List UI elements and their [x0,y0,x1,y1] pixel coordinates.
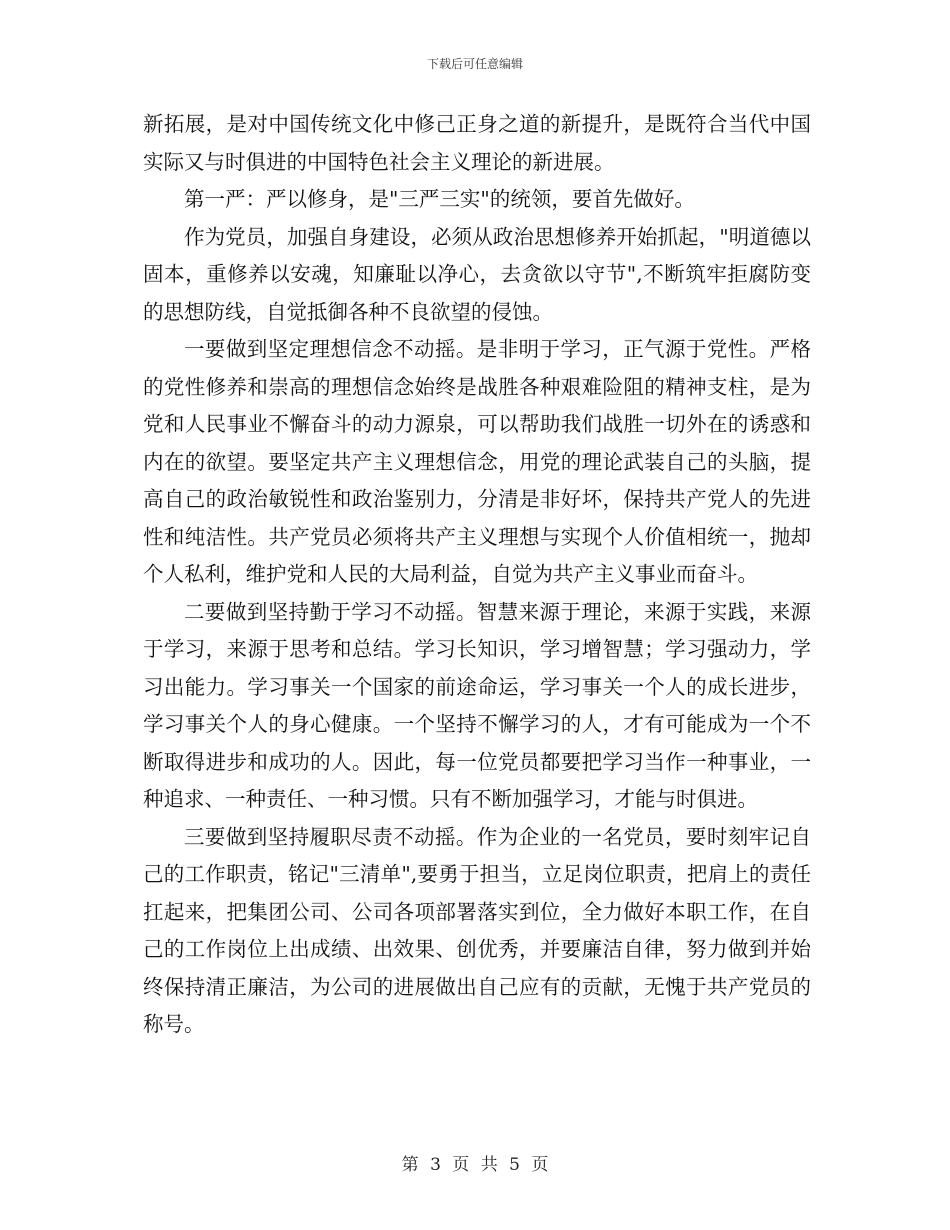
paragraph-point-one: 一要做到坚定理想信念不动摇。是非明于学习，正气源于党性。严格的党性修养和崇高的理想信念始终是战胜各种艰难险阻的精神支柱，是为党和人民事业不懈奋斗的动力源泉，可以帮助我们战胜一切外在的诱惑和内在的欲望。要坚定共产主义理想信念，用党的理论武装自己的头脑，提高自己的政治敏锐性和政治鉴别力，分清是非好坏，保持共产党人的先进性和纯洁性。共产党员必须将共产主义理想与实现个人价值相统一，抛却个人私利，维护党和人民的大局利益，自觉为共产主义事业而奋斗。 [143,337,811,586]
document-body [143,106,811,1044]
page-header: 下载后可任意编辑 [426,57,523,71]
paragraph-intro: 作为党员，加强自身建设，必须从政治思想修养开始抓起，"明道德以固本，重修养以安魂，知廉耻以净心，去贪欲以守节",不断筑牢拒腐防变的思想防线，自觉抵御各种不良欲望的侵蚀。 [143,224,811,324]
paragraph-continuation: 新拓展，是对中国传统文化中修己正身之道的新提升，是既符合当代中国实际又与时俱进的中国特色社会主义理论的新进展。 [143,112,811,174]
page-footer: 第 3 页 共 5 页 [401,1155,549,1175]
paragraph-point-two: 二要做到坚持勤于学习不动摇。智慧来源于理论，来源于实践，来源于学习，来源于思考和总结。学习长知识，学习增智慧；学习强动力，学习出能力。学习事关一个国家的前途命运，学习事关一个人的成长进步，学习事关个人的身心健康。一个坚持不懈学习的人，才有可能成为一个不断取得进步和成功的人。因此，每一位党员都要把学习当作一种事业，一种追求、一种责任、一种习惯。只有不断加强学习，才能与时俱进。 [143,599,811,811]
paragraph-section-heading: 第一严：严以修身，是"三严三实"的统领，要首先做好。 [184,187,695,211]
paragraph-point-three: 三要做到坚持履职尽责不动摇。作为企业的一名党员，要时刻牢记自己的工作职责，铭记"三清单",要勇于担当，立足岗位职责，把肩上的责任扛起来，把集团公司、公司各项部署落实到位，全力做好本职工作，在自己的工作岗位上出成绩、出效果、创优秀，并要廉洁自律，努力做到并始终保持清正廉洁，为公司的进展做出自己应有的贡献，无愧于共产党员的称号。 [143,824,811,1036]
